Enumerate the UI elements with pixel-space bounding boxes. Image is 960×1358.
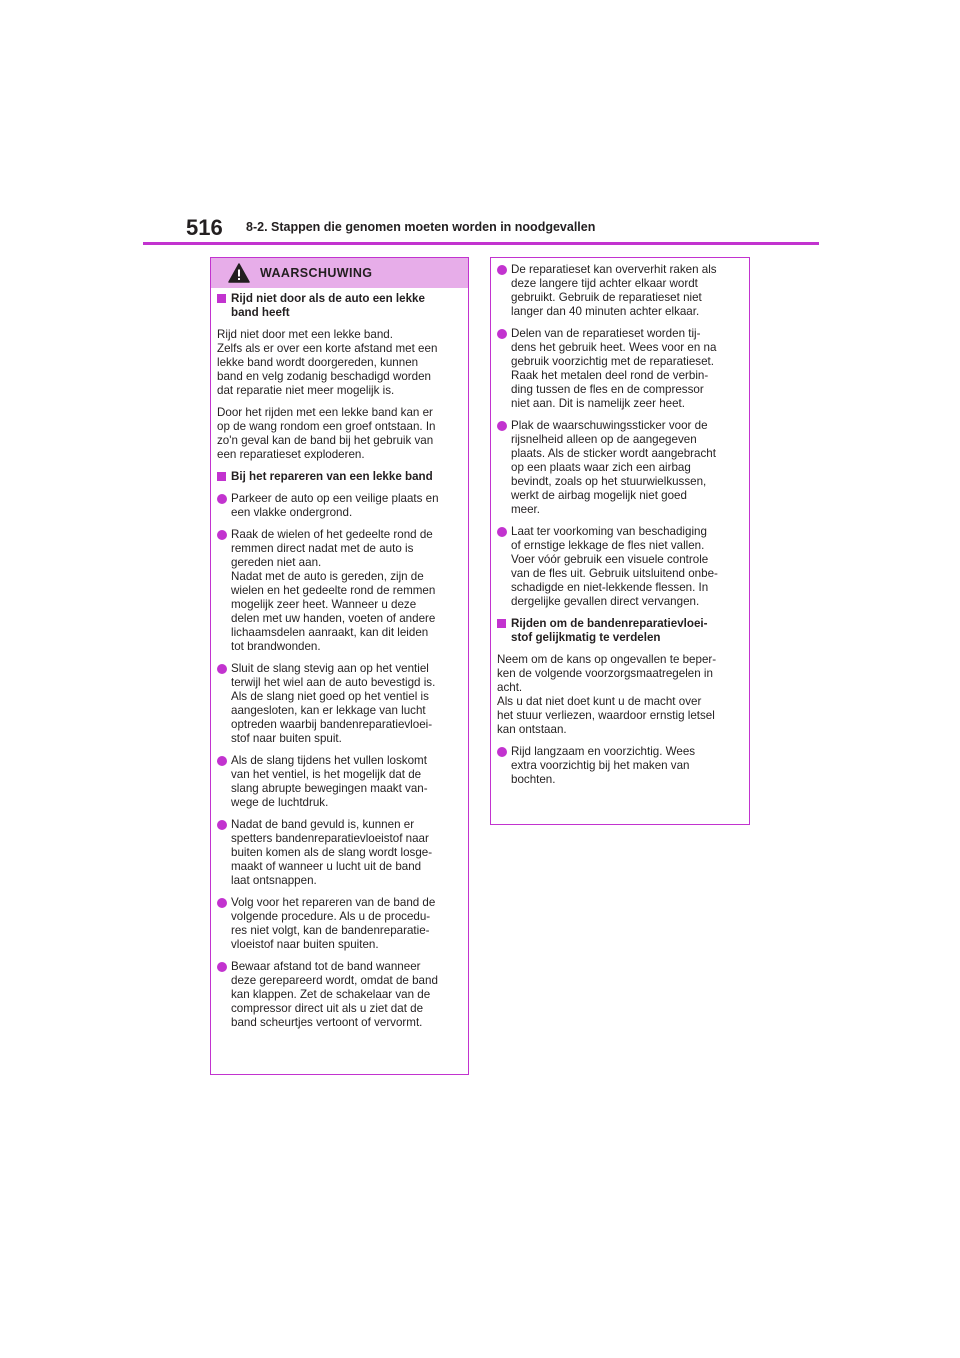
bullet-dot-icon — [497, 421, 507, 431]
list-item: Nadat de band gevuld is, kunnen er spetters bandenreparatievloeistof naar buiten komen als de slang wordt losge- maakt of wanneer u lucht uit de band laat ontsnappen. — [217, 818, 462, 888]
warning-box-right — [490, 257, 750, 825]
list-item: Sluit de slang stevig aan op het ventiel terwijl het wiel aan de auto bevestigd is. Als de slang niet goed op het ventiel is aangesloten, kan er lekkage van lucht optreden waarbij bandenreparatievloei- stof naar buiten spuit. — [217, 662, 462, 746]
list-item: Rijd langzaam en voorzichtig. Wees extra voorzichtig bij het maken van bochten. — [497, 745, 743, 787]
warning-content-left — [211, 288, 468, 1030]
square-bullet-icon — [217, 294, 226, 303]
warning-triangle-icon — [228, 263, 250, 283]
list-item: Parkeer de auto op een veilige plaats en een vlakke ondergrond. — [217, 492, 462, 520]
bullet-dot-icon — [217, 756, 227, 766]
paragraph: Rijd niet door met een lekke band. Zelfs als er over een korte afstand met een lekke band wordt doorgereden, kunnen band en velg zodanig beschadigd worden dat reparatie niet meer mogelijk is. — [217, 328, 438, 397]
section-heading: Bij het repareren van een lekke band — [217, 470, 462, 484]
header-divider — [143, 242, 819, 245]
section-heading: Rijd niet door als de auto een lekke band heeft — [217, 292, 462, 320]
list-item: Raak de wielen of het gedeelte rond de remmen direct nadat met de auto is gereden niet aan. Nadat met de auto is gereden, zijn de wielen en het gedeelte rond de remmen mogelijk zeer heet. Wanneer u deze delen met uw handen, voeten of andere lichaamsdelen aanraakt, kan dit leiden tot brandwonden. — [217, 528, 462, 654]
list-item: Bewaar afstand tot de band wanneer deze gerepareerd wordt, omdat de band kan klappen. Zet de schakelaar van de compressor direct uit als u ziet dat de band scheurtjes vertoont of vervormt. — [217, 960, 462, 1030]
bullet-dot-icon — [217, 962, 227, 972]
warning-content-right — [491, 258, 749, 787]
section-heading: Rijden om de bandenreparatievloei- stof gelijkmatig te verdelen — [497, 617, 743, 645]
bullet-dot-icon — [497, 527, 507, 537]
list-item: Volg voor het repareren van de band de volgende procedure. Als u de procedu- res niet volgt, kan de bandenreparatie- vloeistof naar buiten spuiten. — [217, 896, 462, 952]
section-title: 8-2. Stappen die genomen moeten worden in noodgevallen — [246, 220, 596, 234]
page-number: 516 — [186, 215, 223, 240]
square-bullet-icon — [497, 619, 506, 628]
bullet-dot-icon — [217, 530, 227, 540]
warning-box-left — [210, 257, 469, 1075]
bullet-dot-icon — [497, 329, 507, 339]
bullet-dot-icon — [217, 898, 227, 908]
list-item: Delen van de reparatieset worden tij- dens het gebruik heet. Wees voor en na gebruik voorzichtig met de reparatieset. Raak het metalen deel rond de verbin- ding tussen de fles en de compressor niet aan. Dit is namelijk zeer heet. — [497, 327, 743, 411]
warning-title: WAARSCHUWING — [260, 266, 373, 280]
bullet-dot-icon — [497, 265, 507, 275]
paragraph: Door het rijden met een lekke band kan er op de wang rondom een groef ontstaan. In zo'n geval kan de band bij het gebruik van een reparatieset exploderen. — [217, 406, 436, 461]
bullet-dot-icon — [217, 494, 227, 504]
bullet-dot-icon — [217, 820, 227, 830]
square-bullet-icon — [217, 472, 226, 481]
list-item: De reparatieset kan oververhit raken als deze langere tijd achter elkaar wordt gebruikt. Gebruik de reparatieset niet langer dan 40 minuten achter elkaar. — [497, 263, 743, 319]
list-item: Als de slang tijdens het vullen loskomt van het ventiel, is het mogelijk dat de slang abrupte bewegingen maakt van- wege de luchtdruk. — [217, 754, 462, 810]
paragraph: Neem om de kans op ongevallen te beper- ken de volgende voorzorgsmaatregelen in acht. Als u dat niet doet kunt u de macht over het stuur verliezen, waardoor ernstig letsel kan ontstaan. — [497, 653, 717, 736]
bullet-dot-icon — [497, 747, 507, 757]
bullet-dot-icon — [217, 664, 227, 674]
list-item: Laat ter voorkoming van beschadiging of ernstige lekkage de fles niet vallen. Voer vóór gebruik een visuele controle van de fles uit. Gebruik uitsluitend onbe- schadigde en niet-lekkende flessen. In dergelijke gevallen direct vervangen. — [497, 525, 743, 609]
list-item: Plak de waarschuwingssticker voor de rijsnelheid alleen op de aangegeven plaats. Als de sticker wordt aangebracht op een plaats waar zich een airbag bevindt, zoals op het stuurwielkussen, werkt de airbag mogelijk niet goed meer. — [497, 419, 743, 517]
warning-header — [211, 258, 468, 288]
